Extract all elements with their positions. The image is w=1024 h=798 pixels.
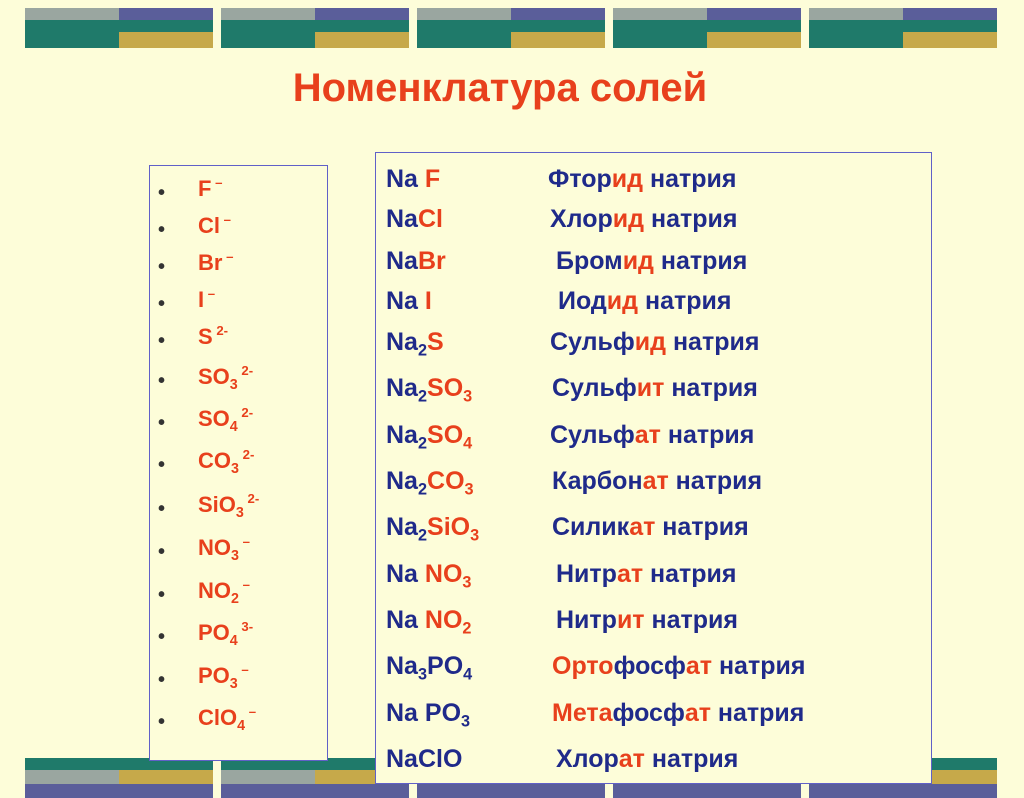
bullet-icon: •: [158, 626, 166, 648]
anion-formula: $SO_4$ $^{2-}$: [198, 404, 254, 435]
decor-block: [25, 8, 213, 48]
decor-block: [417, 8, 605, 48]
salt-name: Нитрит натрия: [556, 606, 738, 634]
salt-row: [376, 699, 931, 739]
bullet-icon: •: [158, 541, 166, 563]
salt-row: [376, 652, 931, 692]
salt-formula: $Na_2S$: [386, 328, 444, 360]
salt-name: Ортофосфат натрия: [552, 652, 806, 680]
bullet-icon: •: [158, 412, 166, 434]
salt-formula: $Na_2SO_4$: [386, 421, 473, 453]
salt-name: Сульфид натрия: [550, 328, 760, 356]
anion-formula: $PO_4$ $^{3-}$: [198, 618, 254, 649]
salt-name: Иодид натрия: [558, 287, 732, 315]
anion-formula: $SO_3$ $^{2-}$: [198, 362, 254, 393]
salt-name: Метафосфат натрия: [552, 699, 805, 727]
salt-row: [376, 606, 931, 646]
salt-row: [376, 247, 931, 287]
salt-row: [376, 205, 931, 245]
salt-formula: $Na_2CO_3$: [386, 467, 474, 499]
salt-name: Нитрат натрия: [556, 560, 737, 588]
slide-title: Номенклатура солей: [292, 66, 708, 110]
salt-row: [376, 560, 931, 600]
decor-block: [809, 8, 997, 48]
salt-table-box: [375, 152, 932, 784]
salt-formula: NaCl: [386, 205, 443, 233]
bullet-icon: •: [158, 584, 166, 606]
bullet-icon: •: [158, 219, 166, 241]
salt-row: [376, 513, 931, 553]
salt-row: [376, 374, 931, 414]
salt-name: Силикат натрия: [552, 513, 749, 541]
decor-block: [613, 8, 801, 48]
anion-list-box: [149, 165, 328, 761]
salt-row: [376, 328, 931, 368]
salt-formula: Na I: [386, 287, 432, 315]
bullet-icon: •: [158, 454, 166, 476]
top-decor-bar: [0, 8, 1024, 48]
anion-formula: I –: [198, 285, 216, 312]
salt-row: [376, 287, 931, 327]
decor-block: [221, 8, 409, 48]
salt-name: Хлорат натрия: [556, 745, 739, 773]
salt-name: Карбонат натрия: [552, 467, 763, 495]
bullet-icon: •: [158, 370, 166, 392]
bullet-icon: •: [158, 293, 166, 315]
salt-formula: $Na_3PO_4$: [386, 652, 473, 684]
anion-formula: Cl –: [198, 211, 231, 238]
salt-formula: Na $NO_3$: [386, 560, 472, 592]
anion-formula: $PO_3$ –: [198, 661, 249, 692]
salt-name: Фторид натрия: [548, 165, 737, 193]
salt-name: Сульфат натрия: [550, 421, 755, 449]
salt-formula: $Na_2SiO_3$: [386, 513, 480, 545]
bullet-icon: •: [158, 711, 166, 733]
salt-row: [376, 165, 931, 205]
anion-formula: SiO$_3$ $^{2-}$: [198, 490, 260, 521]
bullet-icon: •: [158, 498, 166, 520]
salt-formula: NaBr: [386, 247, 446, 275]
salt-name: Сульфит натрия: [552, 374, 758, 402]
salt-formula: Na $NO_2$: [386, 606, 472, 638]
salt-name: Бромид натрия: [556, 247, 748, 275]
salt-row: [376, 421, 931, 461]
anion-formula: $NO_3$ –: [198, 533, 250, 564]
salt-row: [376, 745, 931, 785]
bullet-icon: •: [158, 669, 166, 691]
bullet-icon: •: [158, 182, 166, 204]
salt-formula: NaClO: [386, 745, 463, 773]
bullet-icon: •: [158, 330, 166, 352]
anion-formula: S $^{2-}$: [198, 322, 229, 349]
salt-formula: $Na_2SO_3$: [386, 374, 473, 406]
anion-formula: Br –: [198, 248, 234, 275]
anion-formula: $CO_3$ $^{2-}$: [198, 446, 255, 477]
anion-formula: ClO$_4$ –: [198, 703, 257, 734]
anion-formula: $NO_2$ –: [198, 576, 250, 607]
salt-name: Хлорид натрия: [550, 205, 738, 233]
anion-formula: F –: [198, 174, 223, 201]
salt-formula: Na F: [386, 165, 441, 193]
bullet-icon: •: [158, 256, 166, 278]
salt-formula: Na $PO_3$: [386, 699, 471, 731]
salt-row: [376, 467, 931, 507]
decor-block: [25, 758, 213, 798]
